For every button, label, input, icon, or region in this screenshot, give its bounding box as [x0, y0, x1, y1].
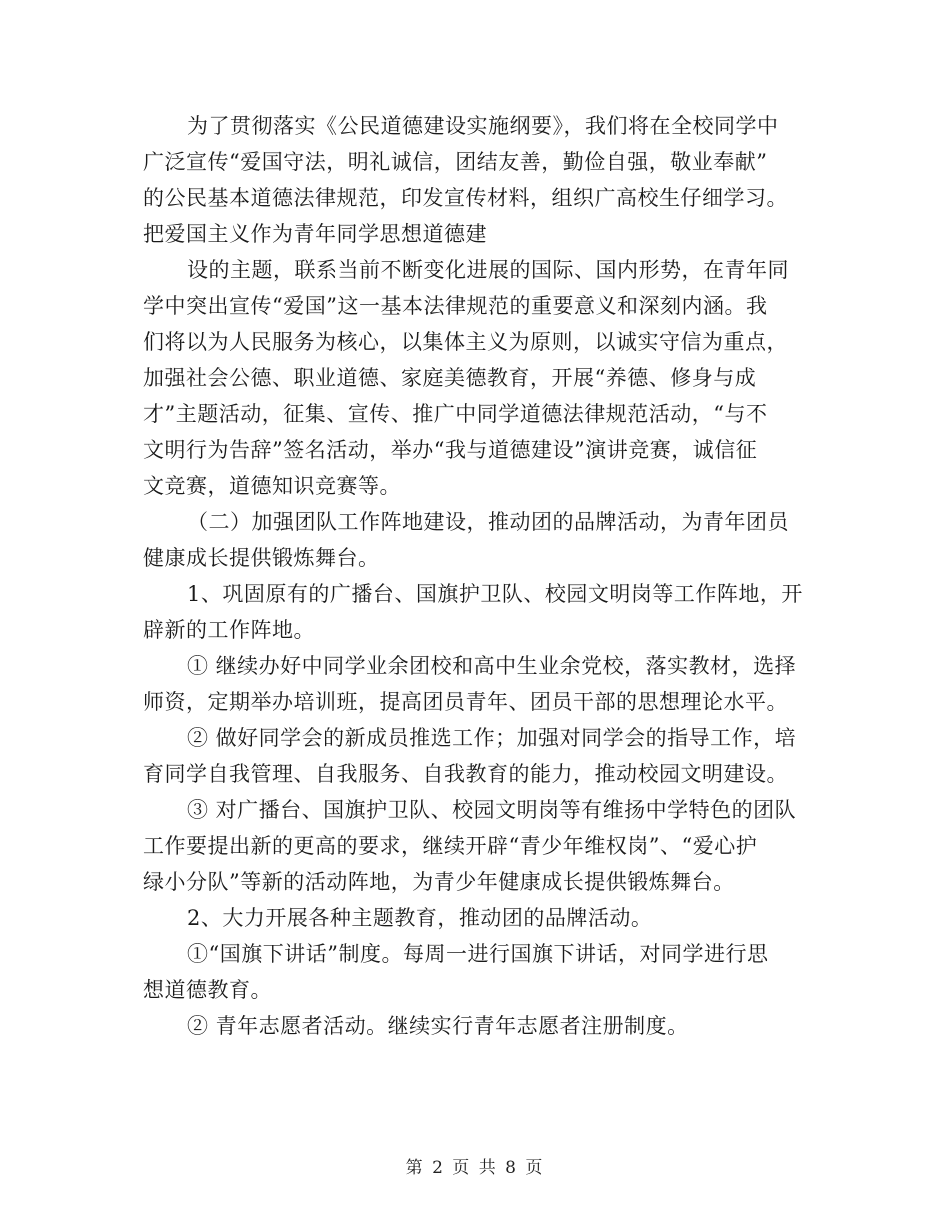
text-line: 设的主题，联系当前不断变化进展的国际、国内形势，在青年同 [187, 258, 789, 282]
text-line: 的公民基本道德法律规范，印发宣传材料，组织广高校生仔细学习。 [143, 186, 788, 210]
text-line: ③ 对广播台、国旗护卫队、校园文明岗等有维扬中学特色的团队 [187, 798, 797, 822]
text-line: ② 做好同学会的新成员推选工作；加强对同学会的指导工作，培 [187, 726, 797, 750]
text-line: 把爱国主义作为青年同学思想道德建 [143, 222, 487, 246]
text-line: 辟新的工作阵地。 [143, 618, 315, 642]
paragraph [143, 900, 803, 936]
text-line: 才”主题活动，征集、宣传、推广中同学道德法律规范活动，“与不 [143, 402, 768, 426]
paragraph [143, 648, 803, 720]
text-line: ② 青年志愿者活动。继续实行青年志愿者注册制度。 [187, 1014, 689, 1038]
paragraph [143, 936, 803, 1008]
text-line: 想道德教育。 [143, 978, 272, 1002]
text-line: 1、巩固原有的广播台、国旗护卫队、校园文明岗等工作阵地，开 [187, 582, 803, 606]
text-line: 绿小分队”等新的活动阵地，为青少年健康成长提供锻炼舞台。 [143, 870, 735, 894]
text-line: 广泛宣传“爱国守法，明礼诚信，团结友善，勤俭自强，敬业奉献” [143, 150, 768, 174]
paragraph [143, 720, 803, 792]
section-heading-paragraph [143, 504, 803, 576]
text-line: 们将以为人民服务为核心，以集体主义为原则，以诚实守信为重点， [143, 330, 788, 354]
text-line: 工作要提出新的更高的要求，继续开辟“青少年维权岗”、“爱心护 [143, 834, 758, 858]
text-line: （二）加强团队工作阵地建设，推动团的品牌活动，为青年团员 [187, 510, 789, 534]
body-text [143, 108, 803, 1044]
text-line: 学中突出宣传“爱国”这一基本法律规范的重要意义和深刻内涵。我 [143, 294, 768, 318]
text-line: 文明行为告辞”签名活动，举办“我与道德建设”演讲竞赛，诚信征 [143, 438, 758, 462]
text-line: 为了贯彻落实《公民道德建设实施纲要》，我们将在全校同学中 [187, 114, 779, 138]
paragraph [143, 792, 803, 900]
paragraph [143, 252, 803, 504]
text-line: 2、大力开展各种主题教育，推动团的品牌活动。 [187, 906, 653, 930]
page-number-footer: 第 2 页 共 8 页 [405, 1158, 545, 1178]
text-line: 师资，定期举办培训班，提高团员青年、团员干部的思想理论水平。 [143, 690, 788, 714]
text-line: 文竞赛，道德知识竞赛等。 [143, 474, 401, 498]
text-line: ① 继续办好中同学业余团校和高中生业余党校，落实教材，选择 [187, 654, 797, 678]
paragraph [143, 108, 803, 252]
paragraph [143, 576, 803, 648]
text-line: ①“国旗下讲话”制度。每周一进行国旗下讲话，对同学进行思 [187, 942, 769, 966]
paragraph [143, 1008, 803, 1044]
text-line: 健康成长提供锻炼舞台。 [143, 546, 380, 570]
text-line: 加强社会公德、职业道德、家庭美德教育，开展“养德、修身与成 [143, 366, 757, 390]
text-line: 育同学自我管理、自我服务、自我教育的能力，推动校园文明建设。 [143, 762, 788, 786]
